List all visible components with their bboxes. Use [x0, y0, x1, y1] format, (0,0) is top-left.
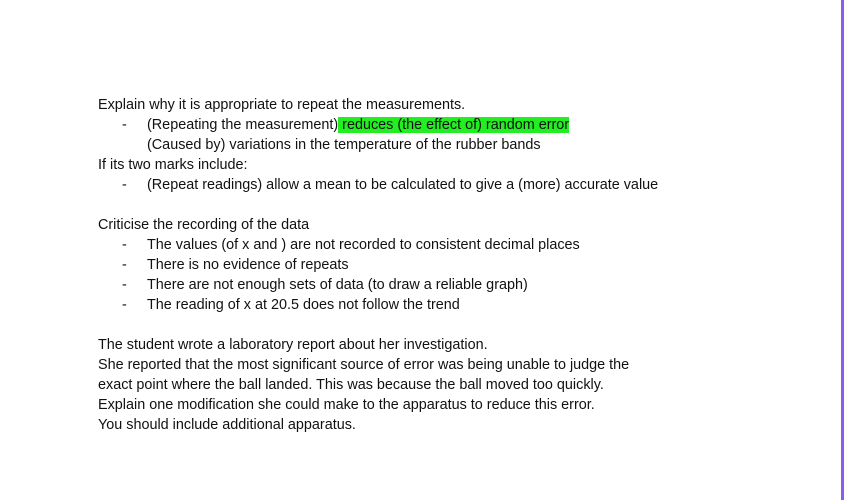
- criticism-item: [98, 295, 818, 315]
- criticism-item: [98, 255, 818, 275]
- criticism-text: The values (of x and ) are not recorded to consistent decimal places: [147, 237, 580, 253]
- bullet-dash: -: [122, 237, 127, 253]
- question-criticise-recording: Criticise the recording of the data: [98, 217, 310, 233]
- report-paragraph-line: exact point where the ball landed. This was because the ball moved too quickly.: [98, 377, 604, 393]
- criticism-item: [98, 275, 818, 295]
- criticism-text: The reading of x at 20.5 does not follow the trend: [147, 297, 460, 313]
- report-paragraph-line: Explain one modification she could make to the apparatus to reduce this error.: [98, 397, 595, 413]
- bullet-dash: -: [122, 257, 127, 273]
- answer-text: (Repeat readings) allow a mean to be calculated to give a (more) accurate value: [147, 177, 659, 193]
- bullet-dash: -: [122, 297, 127, 313]
- spacer: [98, 315, 818, 335]
- answer-bullet: [98, 175, 818, 195]
- answer-prefix: (Repeating the measurement): [147, 117, 339, 133]
- criticism-text: There are not enough sets of data (to draw a reliable graph): [147, 277, 528, 293]
- report-paragraph-line: The student wrote a laboratory report about her investigation.: [98, 337, 488, 353]
- bullet-dash: -: [122, 117, 127, 133]
- answer-continuation: (Caused by) variations in the temperature of the rubber bands: [147, 137, 541, 153]
- answer-text: [147, 115, 569, 135]
- question-repeat-measurements: Explain why it is appropriate to repeat the measurements.: [98, 97, 466, 113]
- bullet-dash: -: [122, 277, 127, 293]
- report-paragraph-line: You should include additional apparatus.: [98, 417, 356, 433]
- criticism-item: [98, 235, 818, 255]
- bullet-dash: -: [122, 177, 127, 193]
- answer-bullet: [98, 115, 818, 135]
- spacer: [98, 195, 818, 215]
- report-paragraph-line: She reported that the most significant source of error was being unable to judge the: [98, 357, 630, 373]
- mark-condition: If its two marks include:: [98, 157, 248, 173]
- document-content: [98, 95, 818, 435]
- criticism-text: There is no evidence of repeats: [147, 257, 349, 273]
- highlighted-answer: reduces (the effect of) random error: [338, 117, 570, 133]
